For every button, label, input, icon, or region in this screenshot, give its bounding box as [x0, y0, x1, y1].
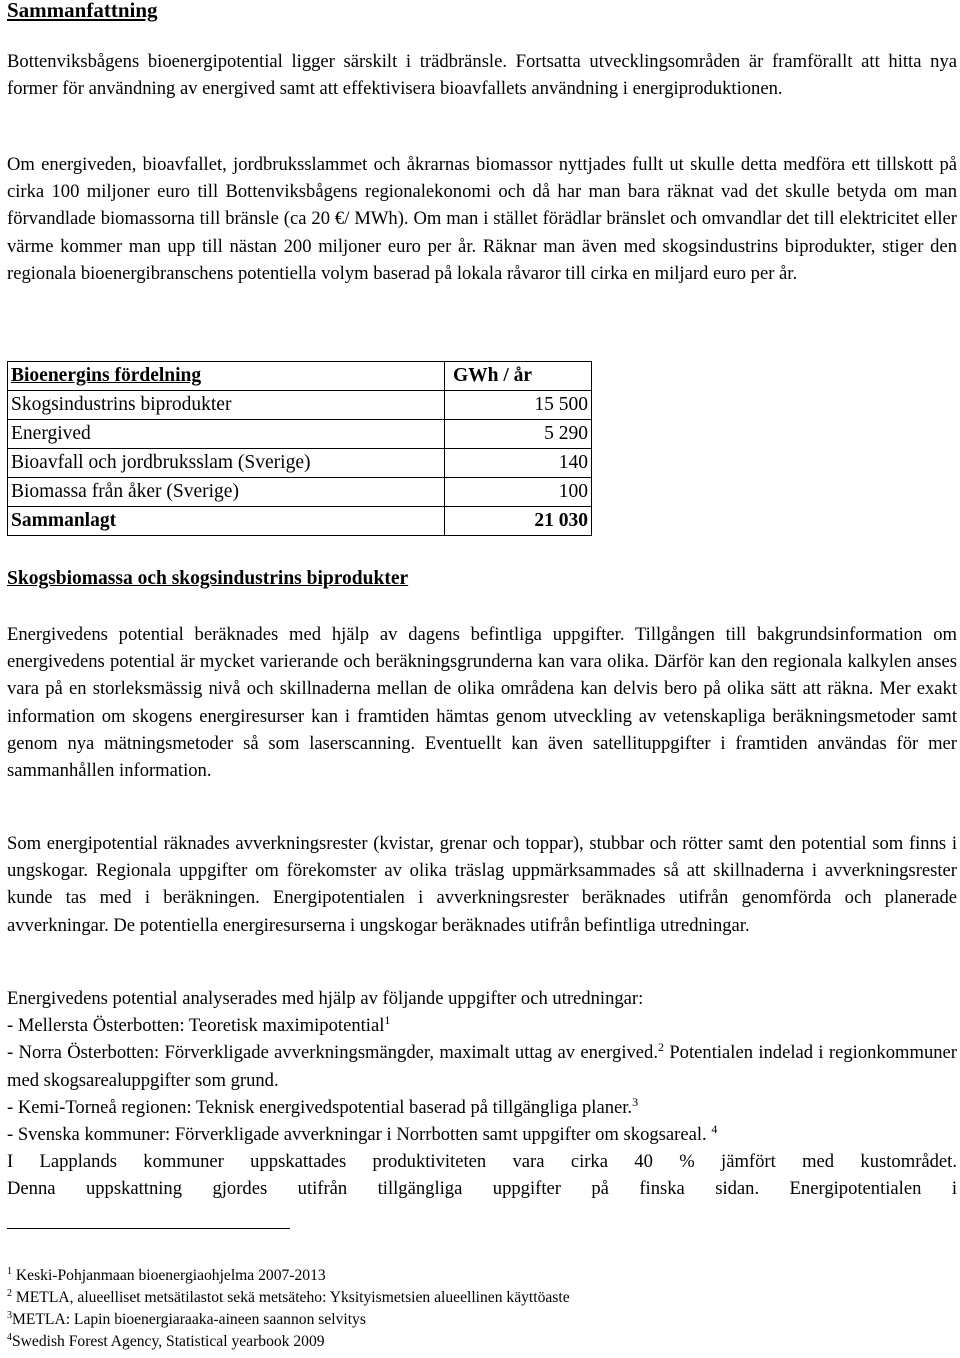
table-row	[8, 391, 592, 420]
source-item-text: - Kemi-Torneå regionen: Teknisk energivedspotential baserad på tillgängliga planer.	[7, 1096, 633, 1118]
footnote-number: 1	[7, 1265, 12, 1277]
table-header-unit: GWh / år	[445, 362, 592, 391]
table-cell-value: 5 290	[445, 420, 592, 449]
bioenergy-table	[7, 361, 592, 536]
footnote	[7, 1265, 570, 1287]
footnote-text: METLA, alueelliset metsätilastot sekä metsäteho: Yksityismetsien alueellinen käyttöaste	[15, 1289, 570, 1306]
table-total-row	[8, 507, 592, 536]
source-item	[7, 1039, 957, 1093]
potential-paragraph: Som energipotential räknades avverkningsrester (kvistar, grenar och toppar), stubbar och rötter samt den potential som finns i ungskogar. Regionala uppgifter om förekomster av olika träslag uppmärksammades så att skillnaderna i avverkningsrester kunde tas med i beräkningen. Energipotentialen i avverkningsrester beräknades utifrån genomförda och planerade avverkningar. De potentiella energiresurserna i ungskogar beräknades utifrån befintliga utredningar.	[7, 833, 957, 936]
footnote-divider	[7, 1228, 290, 1229]
table-cell-label: Bioavfall och jordbruksslam (Sverige)	[8, 449, 445, 478]
footnote-ref: 2	[657, 1040, 664, 1055]
source-item-text: - Mellersta Österbotten: Teoretisk maximipotential	[7, 1015, 385, 1037]
source-item	[7, 1012, 957, 1039]
table-cell-value: 140	[445, 449, 592, 478]
method-paragraph: Energivedens potential beräknades med hjälp av dagens befintliga uppgifter. Tillgången till bakgrundsinformation om energivedens potential är mycket varierande och beräkningsgrunderna kan vara olika. Därför kan den regionala kalkylen anses vara på en storleksmässig nivå och skillnaderna mellan de olika områdena kan delvis bero på olika sätt att räkna. Mer exakt information om skogens energiresurser kan i framtiden hämtas genom utveckling av vetenskapliga beräkningsmetoder samt genom nya mätningsmetoder så som laserscanning. Eventuellt kan även satellituppgifter i framtiden användas för mer sammanhållen information.	[7, 624, 957, 782]
source-item-after: Potentialen indelad i regionkommuner med skogsarealuppgifter som grund.	[7, 1042, 957, 1091]
source-item-text: - Norra Österbotten: Förverkligade avverkningsmängder, maximalt uttag av energived.	[7, 1042, 658, 1064]
footnote-ref: 4	[711, 1121, 718, 1136]
footnote-ref: 1	[384, 1013, 391, 1028]
source-item	[7, 1121, 957, 1148]
table-total-label: Sammanlagt	[8, 507, 445, 536]
footnote-text: METLA: Lapin bioenergiaraaka-aineen saannon selvitys	[12, 1311, 366, 1328]
table-row	[8, 449, 592, 478]
sources-tail-1: I Lapplands kommuner uppskattades produktiviteten vara cirka 40 % jämfört med kustområdet.	[7, 1151, 957, 1173]
footnote-number: 4	[7, 1331, 12, 1343]
intro-paragraph: Bottenviksbågens bioenergipotential ligger särskilt i trädbränsle. Fortsatta utvecklingsområden är framförallt att hitta nya former för användning av energived samt att effektivisera bioavfallets användning i energiproduktionen.	[7, 51, 957, 100]
footnote-number: 2	[7, 1287, 12, 1299]
table-row	[8, 420, 592, 449]
sources-lead: Energivedens potential analyserades med hjälp av följande uppgifter och utredningar:	[7, 988, 644, 1009]
table-cell-label: Biomassa från åker (Sverige)	[8, 478, 445, 507]
footnote-number: 3	[7, 1309, 12, 1321]
table-cell-label: Skogsindustrins biprodukter	[8, 391, 445, 420]
footnote	[7, 1287, 570, 1309]
table-header-label: Bioenergins fördelning	[8, 362, 445, 391]
footnote	[7, 1331, 570, 1353]
source-item-text: - Svenska kommuner: Förverkligade avverkningar i Norrbotten samt uppgifter om skogsareal.	[7, 1124, 707, 1146]
table-row	[8, 478, 592, 507]
table-total-value: 21 030	[445, 507, 592, 536]
summary-paragraph: Om energiveden, bioavfallet, jordbruksslammet och åkrarnas biomassor nyttjades fullt ut skulle detta medföra ett tillskott på cirka 100 miljoner euro till Bottenviksbågens regionalekonomi och då har man bara räknat vad det skulle betyda om man förvandlade biomassorna till bränsle (ca 20 €/ MWh). Om man i stället förädlar bränslet och omvandlar det till elektricitet eller värme kommer man upp till nästan 200 miljoner euro per år. Räknar man även med skogsindustrins biprodukter, stiger den regionala bioenergibranschens potentiella volym baserad på lokala råvaror till cirka en miljard euro per år.	[7, 154, 957, 284]
sources-tail-2: Denna uppskattning gjordes utifrån tillgängliga uppgifter på finska sidan. Energipotentialen i	[7, 1178, 957, 1200]
table-cell-value: 15 500	[445, 391, 592, 420]
sources-paragraph	[7, 985, 957, 1203]
section-heading: Skogsbiomassa och skogsindustrins biprodukter	[7, 568, 409, 589]
footnote	[7, 1309, 570, 1331]
table-cell-label: Energived	[8, 420, 445, 449]
page-title: Sammanfattning	[7, 0, 158, 22]
footnotes-list	[7, 1265, 570, 1353]
footnote-ref: 3	[632, 1094, 639, 1109]
footnote-text: Keski-Pohjanmaan bioenergiaohjelma 2007-2013	[15, 1267, 326, 1284]
footnote-text: Swedish Forest Agency, Statistical yearbook 2009	[12, 1333, 325, 1350]
table-cell-value: 100	[445, 478, 592, 507]
table-header-row	[8, 362, 592, 391]
source-item	[7, 1094, 957, 1121]
